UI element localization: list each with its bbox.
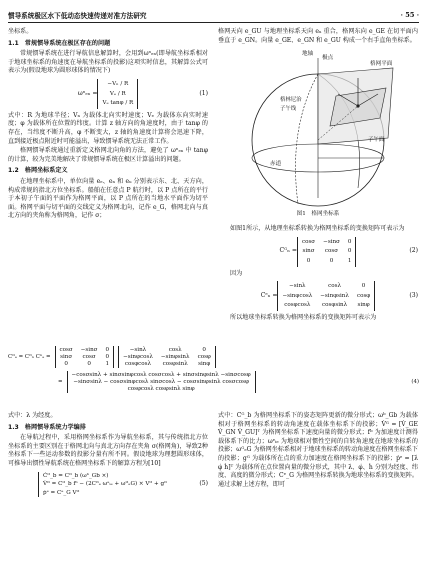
matrix-entry: −sinφsinλ xyxy=(320,292,349,299)
label-axis: 地轴 xyxy=(302,51,314,58)
matrix-entry: cosφ xyxy=(356,292,371,299)
label-grid-plane: 格网平面 xyxy=(370,61,393,68)
matrix-entry: −sinφsinλ xyxy=(160,354,190,360)
paragraph: 在导航过程中，采用格网坐标系作为导航坐标系，其与传统指北方位坐标系的主要区别在于格网北向与真北方向存在夹角 σ(格网角)，导致2种坐标系下一些运动参数的投影分量有所不同。假设地球为理想圆形球体，可推导出惯性导航系统在格网坐标系下的解算方程为[10] xyxy=(8,434,208,467)
equation-lhs: ωⁿₑₙ = xyxy=(77,89,98,97)
matrix-entry: 0 xyxy=(64,361,68,367)
matrix-entry: −sinφcosλ xyxy=(123,354,153,360)
matrix-row: −cosσsinλ + sinσsinφcosλ cosσcosλ + sinσsinφsinλ −sinσcosφ xyxy=(71,372,251,378)
matrix xyxy=(118,346,216,368)
matrix-entry: −sinλ xyxy=(289,283,306,290)
equation-1 xyxy=(8,79,208,109)
equation-number: (5) xyxy=(199,480,208,488)
label-equator: 赤道 xyxy=(270,161,282,168)
label-sub-meridian: 子午面 xyxy=(368,137,385,144)
matrix-entry: cosφsinλ xyxy=(162,361,188,367)
equation-3 xyxy=(218,281,418,311)
equation-4 xyxy=(8,346,419,393)
paragraph: 式中：Cᴳ_b 为格网坐标系下的姿态矩阵更新的微分形式；ωᵇ_Gb 为载体相对于格网坐标系的转动角速度在载体坐标系下的投影；V̇ᴳ = [V̇_GE V̇_GN V̇_GU]ᵀ 为格网坐标系下速度向量的微分形式；fᵇ 为加速度计测得载体系下的比力；ωᵉᵢₑ 为地球相对惯性空间的自转角速度在地球坐标系的投影；ωᴳₑG 为格网坐标系相对于地球坐标系的转动角速度在格网坐标系下的投影；gᴳ 为载体所在点的重力加速度在格网坐标系下的投影；ṗᵉ = [λ̇ φ̇ ḣ]ᵀ 为载体所在点位置向量的微分形式，其中 λ̇、φ̇、ḣ 分别为经度、纬度、高度的微分形式；Cᵉ_G 为格网坐标系转换为地球坐标系的变换矩阵。通过求解上述方程，即可 xyxy=(218,412,419,488)
matrix-entry: cosσ xyxy=(324,248,339,255)
matrix-entry: 0 xyxy=(306,257,311,264)
equation-lhs: Cᴳₙ = xyxy=(279,247,297,255)
left-column-bottom xyxy=(8,412,208,500)
globe-diagram xyxy=(218,48,418,208)
equation-line: ṗᵉ = Cᵉ_G Vᴳ xyxy=(43,489,80,496)
matrix-entry: sinσ xyxy=(302,248,315,255)
matrix-entry: cosσ xyxy=(59,347,73,353)
paragraph: 格网天向 e_GU 与地理坐标系天向 eᵤ 重合，格网东向 e_GE 在切平面内垂直于 e_GN。向量 e_GE、e_GN 和 e_GU 构成一个右手直角坐标系。 xyxy=(218,28,418,44)
equation-lhs: Cᴳₑ = Cᴳₙ Cⁿₑ = xyxy=(8,354,51,360)
matrix-entry: cosφcosλ xyxy=(284,302,311,309)
equation-number: (2) xyxy=(409,247,418,255)
matrix-entry: cosσ xyxy=(301,238,316,245)
matrix-entry: −sinσ xyxy=(80,347,98,353)
equation-number: (4) xyxy=(411,379,419,385)
vector xyxy=(97,79,138,109)
matrix xyxy=(55,346,115,368)
paragraph: 在地理坐标系中，单位向量 eₑ、eₙ 和 eᵤ 分别表示东、北、天方向，构成常规的指北方位坐标系。船舶在任意点 P 航行时，以 P 点所在的平行于本初子午面的平面作为格网平面，以 P 点所在的当地水平面作为切平面。格网平面与切平面的交线定义为格网北向，记作 e_G，格网北向与真北方向的夹角称为格网角，记作 σ； xyxy=(8,177,208,220)
equation-lhs: Cᵉₙ = xyxy=(260,291,278,299)
matrix-entry: 0 xyxy=(87,361,91,367)
equation-line: V̇ᴳ = Cᴳ_b fᵇ − (2Cᴳₑ ωᵉᵢₑ + ωᴳₑG) × Vᴳ + gᴳ xyxy=(43,481,167,488)
equation-4-row1 xyxy=(8,346,419,368)
paragraph: 式中：R 为地球半径；Vₙ 为载体北向实时速度；Vₑ 为载体东向实时速度；φ 为载体所在位置的纬度。计算 z 轴方向的角速度时，由于 tanφ 的存在，当纬度不断升高，φ 不断变大，z 轴的角速度计算将会迅速下降，直到接近极点附近时可能溢出，导致惯导系统无法正常工作。 xyxy=(8,111,208,145)
matrix-entry: 0 xyxy=(105,354,110,360)
matrix-entry: sinσ xyxy=(60,354,73,360)
matrix-entry: 0 xyxy=(347,248,352,255)
equation-line: Ċᴳ_b = Cᴳ_b (ωᵇ_Gb ×) xyxy=(43,472,109,479)
equation-system xyxy=(38,472,167,498)
figure-caption: 图1 格网坐标系 xyxy=(296,211,340,218)
matrix xyxy=(277,281,375,311)
paragraph: 坐标系。 xyxy=(8,28,33,35)
matrix-entry: cosφsinλ xyxy=(322,302,348,309)
running-header xyxy=(8,8,419,22)
section-heading: 1.2 格网坐标系定义 xyxy=(8,167,68,175)
matrix-entry: 0 xyxy=(202,347,206,353)
matrix-entry: 1 xyxy=(347,257,352,264)
matrix-entry: 0 xyxy=(361,283,366,290)
matrix-entry: −sinσ xyxy=(323,238,340,245)
paragraph: 因为 xyxy=(230,269,243,277)
matrix-entry: 1 xyxy=(105,361,110,367)
matrix-entry: sinφ xyxy=(198,361,211,367)
section-heading: 1.3 格网惯导系统力学编排 xyxy=(8,423,86,431)
matrix-row: −sinσsinλ − cosσsinφcosλ sinσcosλ − cosσsinφsinλ cosσcosφ xyxy=(73,379,249,385)
matrix-entry: −sinλ xyxy=(129,347,147,353)
vector-entry: Vₑ tanφ / R xyxy=(102,100,134,107)
matrix-entry: cosφcosλ xyxy=(124,361,152,367)
matrix xyxy=(67,371,256,393)
page-number: · 55 · xyxy=(400,11,419,19)
matrix-entry: cosσ xyxy=(82,354,96,360)
paragraph: 常规惯导系统在进行导航信息解算时，会用到ωⁿₑₙ(即导航坐标系相对于地球坐标系的角速度在导航坐标系的投影)这项实时信息，其解算公式可表示为(假设地球为圆形球体的情况下) xyxy=(8,50,208,75)
matrix-entry: −sinφcosλ xyxy=(282,292,313,299)
right-column-bottom xyxy=(218,412,418,490)
matrix xyxy=(297,237,357,267)
paragraph: 所以地球坐标系转换为格网坐标系的变换矩阵可表示为 xyxy=(230,313,377,321)
vector-entry: −Vₙ / R xyxy=(107,80,129,87)
section-heading: 1.1 常规惯导系统在极区存在的问题 xyxy=(8,39,111,47)
journal-title: 惯导系统极区水下低动态快速传递对准方法研究 xyxy=(8,12,147,20)
matrix-entry: 0 xyxy=(347,238,352,245)
figure-grid-frame xyxy=(218,48,418,223)
matrix-entry: sinφ xyxy=(357,302,370,309)
header-rule xyxy=(8,22,419,23)
vector-entry: Vₑ / R xyxy=(109,90,126,97)
left-column xyxy=(8,28,208,222)
paragraph: 格网惯导系统通过重新定义格网北向角的方法，避免了 ωⁿₑₙ 中 tanφ 的计算，较为完美地解决了常规惯导系统在极区计算溢出的问题。 xyxy=(8,147,208,163)
equation-5 xyxy=(8,472,208,498)
matrix-entry: 0 xyxy=(329,257,334,264)
paragraph: 如图1所示，从地理坐标系转换为格网坐标系的变换矩阵可表示为 xyxy=(230,225,405,233)
matrix-entry: cosφ xyxy=(197,354,211,360)
equation-4-row2: = −cosσsinλ + sinσsinφcosλ cosσcosλ + sinσsinφsinλ −sinσcosφ −sinσsinλ − cosσsinφcosλ sinσcosλ − cosσsinφsinλ cosσcosφ cosφcosλ cosφsinλ sinφ (4) xyxy=(58,372,419,392)
matrix-entry: cosλ xyxy=(168,347,182,353)
paragraph: 式中：λ 为经度。 xyxy=(8,412,57,419)
equation-number: (1) xyxy=(199,89,208,97)
label-pole: 极点 xyxy=(322,55,334,62)
right-column xyxy=(218,28,418,324)
matrix-entry: cosλ xyxy=(328,283,342,290)
matrix-entry: 0 xyxy=(105,347,110,353)
equation-number: (3) xyxy=(409,291,418,299)
equation-2 xyxy=(218,237,418,267)
matrix-row: cosφcosλ cosφsinλ sinφ xyxy=(127,386,195,392)
label-meridian: 格林尼治子午线 xyxy=(280,97,302,112)
